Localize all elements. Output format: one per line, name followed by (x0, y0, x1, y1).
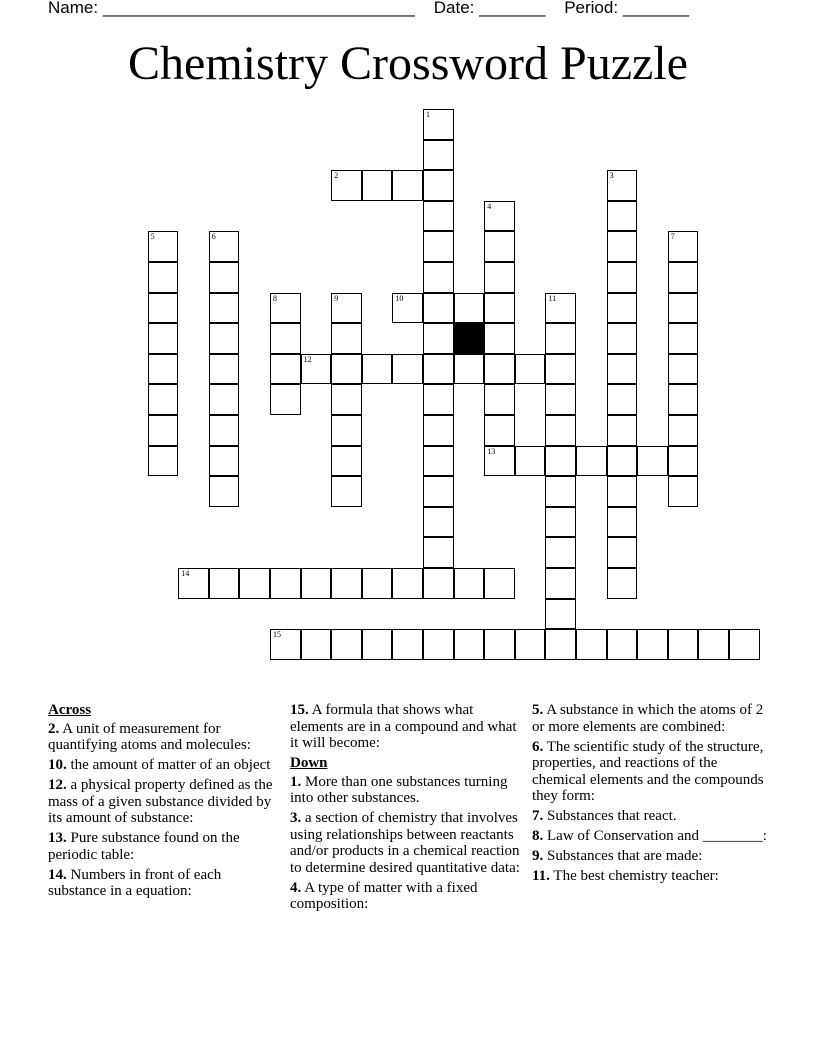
grid-cell[interactable] (576, 629, 607, 660)
clue-down-11: 11. The best chemistry teacher: (532, 868, 719, 884)
grid-cell[interactable] (545, 323, 576, 354)
grid-cell[interactable] (484, 293, 515, 324)
grid-cell[interactable] (423, 507, 454, 538)
grid-cell[interactable] (668, 629, 699, 660)
grid-cell[interactable] (209, 476, 240, 507)
clue-across-15: 15. A formula that shows what elements are in a compound and what it will become: (290, 702, 517, 751)
grid-cell[interactable] (668, 446, 699, 477)
clue-down-1: 1. More than one substances turning into other substances. (290, 773, 508, 806)
clue-number: 13 (487, 446, 496, 456)
grid-cell[interactable] (607, 201, 638, 232)
grid-cell[interactable] (331, 415, 362, 446)
clue-number: 3 (609, 171, 614, 181)
date-label: Date: (433, 0, 475, 17)
grid-cell[interactable] (484, 568, 515, 599)
grid-cell[interactable] (301, 354, 332, 385)
grid-cell[interactable] (484, 446, 515, 477)
grid-cell[interactable] (607, 384, 638, 415)
grid-cell[interactable] (362, 354, 393, 385)
grid-cell[interactable] (545, 446, 576, 477)
down-heading: Down (290, 755, 328, 771)
grid-cell[interactable] (607, 446, 638, 477)
grid-cell[interactable] (668, 354, 699, 385)
grid-cell[interactable] (576, 446, 607, 477)
date-line[interactable]: _______ (479, 0, 546, 17)
grid-cell[interactable] (209, 446, 240, 477)
period-label: Period: (564, 0, 619, 17)
grid-cell[interactable] (607, 415, 638, 446)
grid-cell[interactable] (484, 323, 515, 354)
clue-number: 10 (395, 293, 404, 303)
clue-number: 12 (303, 354, 312, 364)
clue-number: 2 (334, 171, 339, 181)
grid-cell[interactable] (209, 354, 240, 385)
grid-cell[interactable] (545, 629, 576, 660)
grid-cell[interactable] (270, 293, 301, 324)
grid-cell[interactable] (148, 293, 179, 324)
clues-column-1 (48, 702, 283, 903)
clue-down-9: 9. Substances that are made: (532, 848, 703, 864)
clue-down-5: 5. A substance in which the atoms of 2 or more elements are combined: (532, 702, 764, 735)
clue-number: 4 (487, 201, 492, 211)
grid-cell[interactable] (607, 293, 638, 324)
grid-cell[interactable] (331, 476, 362, 507)
grid-cell[interactable] (607, 629, 638, 660)
grid-cell[interactable] (423, 293, 454, 324)
grid-cell[interactable] (209, 415, 240, 446)
grid-cell[interactable] (392, 170, 423, 201)
grid-cell[interactable] (484, 262, 515, 293)
grid-cell[interactable] (668, 415, 699, 446)
grid-cell[interactable] (545, 599, 576, 630)
grid-cell[interactable] (668, 231, 699, 262)
grid-cell[interactable] (209, 262, 240, 293)
grid-cell[interactable] (484, 384, 515, 415)
clue-across-2: 2. A unit of measurement for quantifying atoms and molecules: (48, 720, 251, 753)
clue-number: 11 (548, 293, 557, 303)
grid-cell[interactable] (270, 629, 301, 660)
grid-cell[interactable] (148, 415, 179, 446)
clue-number: 7 (670, 232, 675, 242)
grid-cell[interactable] (148, 354, 179, 385)
grid-cell[interactable] (209, 293, 240, 324)
grid-cell[interactable] (301, 568, 332, 599)
grid-cell[interactable] (607, 231, 638, 262)
grid-cell[interactable] (423, 537, 454, 568)
grid-cell[interactable] (331, 354, 362, 385)
grid-cell[interactable] (637, 629, 668, 660)
grid-cell[interactable] (178, 568, 209, 599)
grid-cell[interactable] (148, 231, 179, 262)
grid-cell[interactable] (301, 629, 332, 660)
clue-across-10: 10. the amount of matter of an object (48, 757, 271, 773)
grid-cell[interactable] (331, 323, 362, 354)
name-line[interactable]: _________________________________ (102, 0, 415, 17)
grid-cell[interactable] (423, 170, 454, 201)
grid-cell[interactable] (545, 384, 576, 415)
grid-cell[interactable] (423, 568, 454, 599)
grid-cell[interactable] (423, 354, 454, 385)
grid-cell[interactable] (454, 568, 485, 599)
grid-cell[interactable] (148, 446, 179, 477)
period-line[interactable]: _______ (622, 0, 689, 17)
grid-cell[interactable] (270, 323, 301, 354)
grid-cell[interactable] (607, 507, 638, 538)
grid-cell[interactable] (484, 629, 515, 660)
clue-number: 9 (334, 293, 339, 303)
grid-cell[interactable] (545, 415, 576, 446)
grid-cell[interactable] (392, 629, 423, 660)
grid-cell[interactable] (423, 323, 454, 354)
clues-column-2 (290, 702, 526, 916)
grid-cell[interactable] (362, 568, 393, 599)
grid-cell[interactable] (637, 446, 668, 477)
grid-cell[interactable] (392, 568, 423, 599)
grid-cell[interactable] (607, 476, 638, 507)
grid-cell[interactable] (423, 109, 454, 140)
grid-cell[interactable] (423, 476, 454, 507)
grid-cell[interactable] (209, 323, 240, 354)
clue-down-8: 8. Law of Conservation and ________: (532, 828, 767, 844)
name-label: Name: (48, 0, 99, 17)
grid-cell[interactable] (668, 323, 699, 354)
grid-cell[interactable] (545, 293, 576, 324)
grid-cell[interactable] (698, 629, 729, 660)
clue-number: 8 (273, 293, 277, 303)
grid-cell[interactable] (545, 507, 576, 538)
grid-cell[interactable] (392, 293, 423, 324)
grid-cell[interactable] (423, 140, 454, 171)
clue-number: 15 (273, 630, 281, 640)
grid-cell[interactable] (607, 568, 638, 599)
clue-number: 1 (426, 110, 430, 119)
grid-cell[interactable] (331, 629, 362, 660)
clue-number: 6 (211, 232, 216, 242)
grid-cell[interactable] (331, 170, 362, 201)
clue-down-4: 4. A type of matter with a fixed composition: (290, 879, 478, 912)
grid-cell[interactable] (484, 415, 515, 446)
clues-column-3 (532, 702, 768, 888)
grid-cell[interactable] (607, 170, 638, 201)
grid-cell[interactable] (148, 323, 179, 354)
grid-cell[interactable] (423, 231, 454, 262)
grid-cell[interactable] (270, 384, 301, 415)
grid-cell[interactable] (515, 629, 546, 660)
grid-cell[interactable] (454, 293, 485, 324)
grid-cell[interactable] (607, 537, 638, 568)
clue-across-12: 12. a physical property defined as the mass of a given substance divided by its amount of substance: (48, 777, 273, 826)
grid-cell[interactable] (668, 262, 699, 293)
grid-cell[interactable] (515, 354, 546, 385)
grid-cell[interactable] (423, 384, 454, 415)
grid-cell[interactable] (545, 354, 576, 385)
grid-cell[interactable] (545, 568, 576, 599)
grid-cell[interactable] (423, 262, 454, 293)
grid-cell[interactable] (331, 446, 362, 477)
grid-cell[interactable] (545, 476, 576, 507)
clue-down-7: 7. Substances that react. (532, 808, 677, 824)
grid-cell[interactable] (362, 170, 393, 201)
grid-cell[interactable] (392, 354, 423, 385)
grid-cell[interactable] (668, 476, 699, 507)
grid-cell[interactable] (607, 323, 638, 354)
grid-cell[interactable] (423, 446, 454, 477)
grid-cell[interactable] (148, 262, 179, 293)
grid-cell[interactable] (545, 537, 576, 568)
grid-cell[interactable] (270, 354, 301, 385)
grid-cell[interactable] (484, 201, 515, 232)
grid-cell[interactable] (209, 231, 240, 262)
grid-cell[interactable] (209, 568, 240, 599)
grid-cell[interactable] (607, 354, 638, 385)
grid-cell[interactable] (331, 293, 362, 324)
grid-cell[interactable] (423, 629, 454, 660)
across-heading: Across (48, 702, 92, 718)
grid-cell[interactable] (668, 384, 699, 415)
grid-cell[interactable] (331, 384, 362, 415)
grid-cell[interactable] (331, 568, 362, 599)
clue-across-13: 13. Pure substance found on the periodic table: (48, 830, 240, 863)
clue-number: 5 (150, 232, 155, 242)
grid-cell[interactable] (484, 354, 515, 385)
clue-down-3: 3. a section of chemistry that involves using relationships between reactants and/or products in a chemical reaction to determine desired quantitative data: (290, 810, 520, 876)
grid-cell[interactable] (668, 293, 699, 324)
grid-cell[interactable] (423, 415, 454, 446)
grid-cell[interactable] (362, 629, 393, 660)
grid-cell[interactable] (209, 384, 240, 415)
grid-cell[interactable] (423, 201, 454, 232)
grid-cell[interactable] (148, 384, 179, 415)
blocked-cell (454, 323, 485, 354)
grid-cell[interactable] (239, 568, 270, 599)
clue-across-14: 14. Numbers in front of each substance in a equation: (48, 866, 222, 899)
clue-down-6: 6. The scientific study of the structure, properties, and reactions of the chemical elements and the compounds they form: (532, 738, 764, 804)
page-title: Chemistry Crossword Puzzle (128, 37, 688, 90)
clue-number: 14 (181, 569, 190, 578)
grid-cell[interactable] (484, 231, 515, 262)
grid-cell[interactable] (729, 629, 760, 660)
grid-cell[interactable] (515, 446, 546, 477)
grid-cell[interactable] (454, 629, 485, 660)
grid-cell[interactable] (454, 354, 485, 385)
grid-cell[interactable] (270, 568, 301, 599)
grid-cell[interactable] (607, 262, 638, 293)
